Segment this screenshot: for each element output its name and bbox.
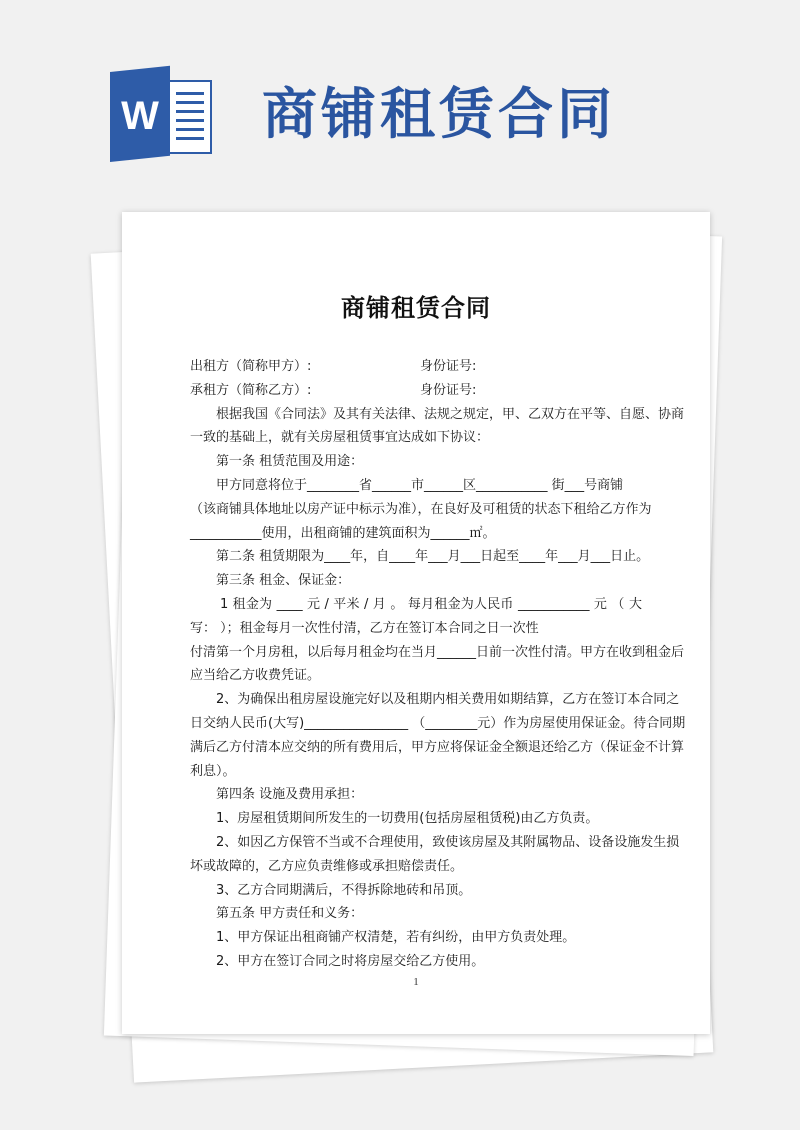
paragraph-line: ___________使用，出租商铺的建筑面积为______㎡。 — [190, 525, 496, 541]
paragraph-line: 根据我国《合同法》及其有关法律、法规之规定，甲、乙双方在平等、自愿、协商 — [216, 406, 685, 422]
paragraph-line: 2、甲方在签订合同之时将房屋交给乙方使用。 — [216, 953, 485, 969]
document-body — [190, 355, 686, 974]
page-number: 1 — [413, 976, 419, 988]
article-heading: 第一条 租赁范围及用途： — [216, 454, 364, 470]
party-b-id-label: 身份证号: — [420, 382, 477, 398]
document-page — [122, 212, 710, 1034]
word-document-icon — [110, 72, 214, 162]
document-title: 商铺租赁合同 — [341, 294, 491, 322]
banner — [0, 0, 800, 200]
party-b-line — [190, 379, 642, 403]
word-logo-letter: W — [121, 94, 159, 138]
paragraph-line: 1、房屋租赁期间所发生的一切费用(包括房屋租赁税)由乙方负责。 — [216, 811, 599, 827]
paragraph-line: 利息）。 — [190, 763, 236, 779]
paragraph-line: 写： ）；租金每月一次性付清，乙方在签订本合同之日一次性 — [190, 620, 539, 636]
party-a-id-label: 身份证号: — [420, 359, 477, 374]
paragraph-line: 一致的基础上，就有关房屋租赁事宜达成如下协议： — [190, 430, 490, 446]
article-heading: 第五条 甲方责任和义务： — [216, 906, 364, 922]
paragraph-line: 坏或故障的，乙方应负责维修或承担赔偿责任。 — [190, 858, 464, 874]
paragraph-line: 1、甲方保证出租商铺产权清楚，若有纠纷，由甲方负责处理。 — [216, 930, 576, 946]
paragraph-line: 应当给乙方收费凭证。 — [190, 668, 321, 684]
paragraph-line: 日交纳人民币(大写)________________ （________元）作为房屋使用保证金。待合同期 — [190, 715, 686, 731]
paragraph-line: 付清第一个月房租，以后每月租金均在当月______日前一次性付清。甲方在收到租金后 — [190, 644, 685, 660]
banner-title: 商铺租赁合同 — [262, 82, 617, 146]
paragraph-line: 3、乙方合同期满后，不得拆除地砖和吊顶。 — [216, 882, 472, 898]
paragraph-line: 甲方同意将位于________省______市______区___________ 街___号商铺 — [216, 477, 624, 493]
party-a-line — [190, 355, 642, 379]
party-b-label: 承租方（简称乙方）: — [190, 382, 312, 398]
paragraph-line: 2、如因乙方保管不当或不合理使用，致使该房屋及其附属物品、设备设施发生损 — [216, 834, 680, 850]
article-heading: 第四条 设施及费用承担： — [216, 787, 364, 803]
paragraph-line: 2、为确保出租房屋设施完好以及租期内相关费用如期结算，乙方在签订本合同之 — [216, 692, 680, 708]
paragraph-line: 满后乙方付清本应交纳的所有费用后，甲方应将保证金全额退还给乙方（保证金不计算 — [190, 739, 685, 755]
paragraph-line: （该商铺具体地址以房产证中标示为准），在良好及可租赁的状态下租给乙方作为 — [190, 501, 652, 517]
paragraph-line: 1 租金为 ____ 元 / 平米 / 月 。 每月租金为人民币 ___________ 元 （ 大 — [220, 596, 642, 612]
party-a-label: 出租方（简称甲方）: — [190, 359, 312, 374]
article-heading: 第三条 租金、保证金： — [216, 573, 351, 589]
article-heading: 第二条 租赁期限为____年，自____年___月___日起至____年___月___日止。 — [216, 549, 650, 565]
